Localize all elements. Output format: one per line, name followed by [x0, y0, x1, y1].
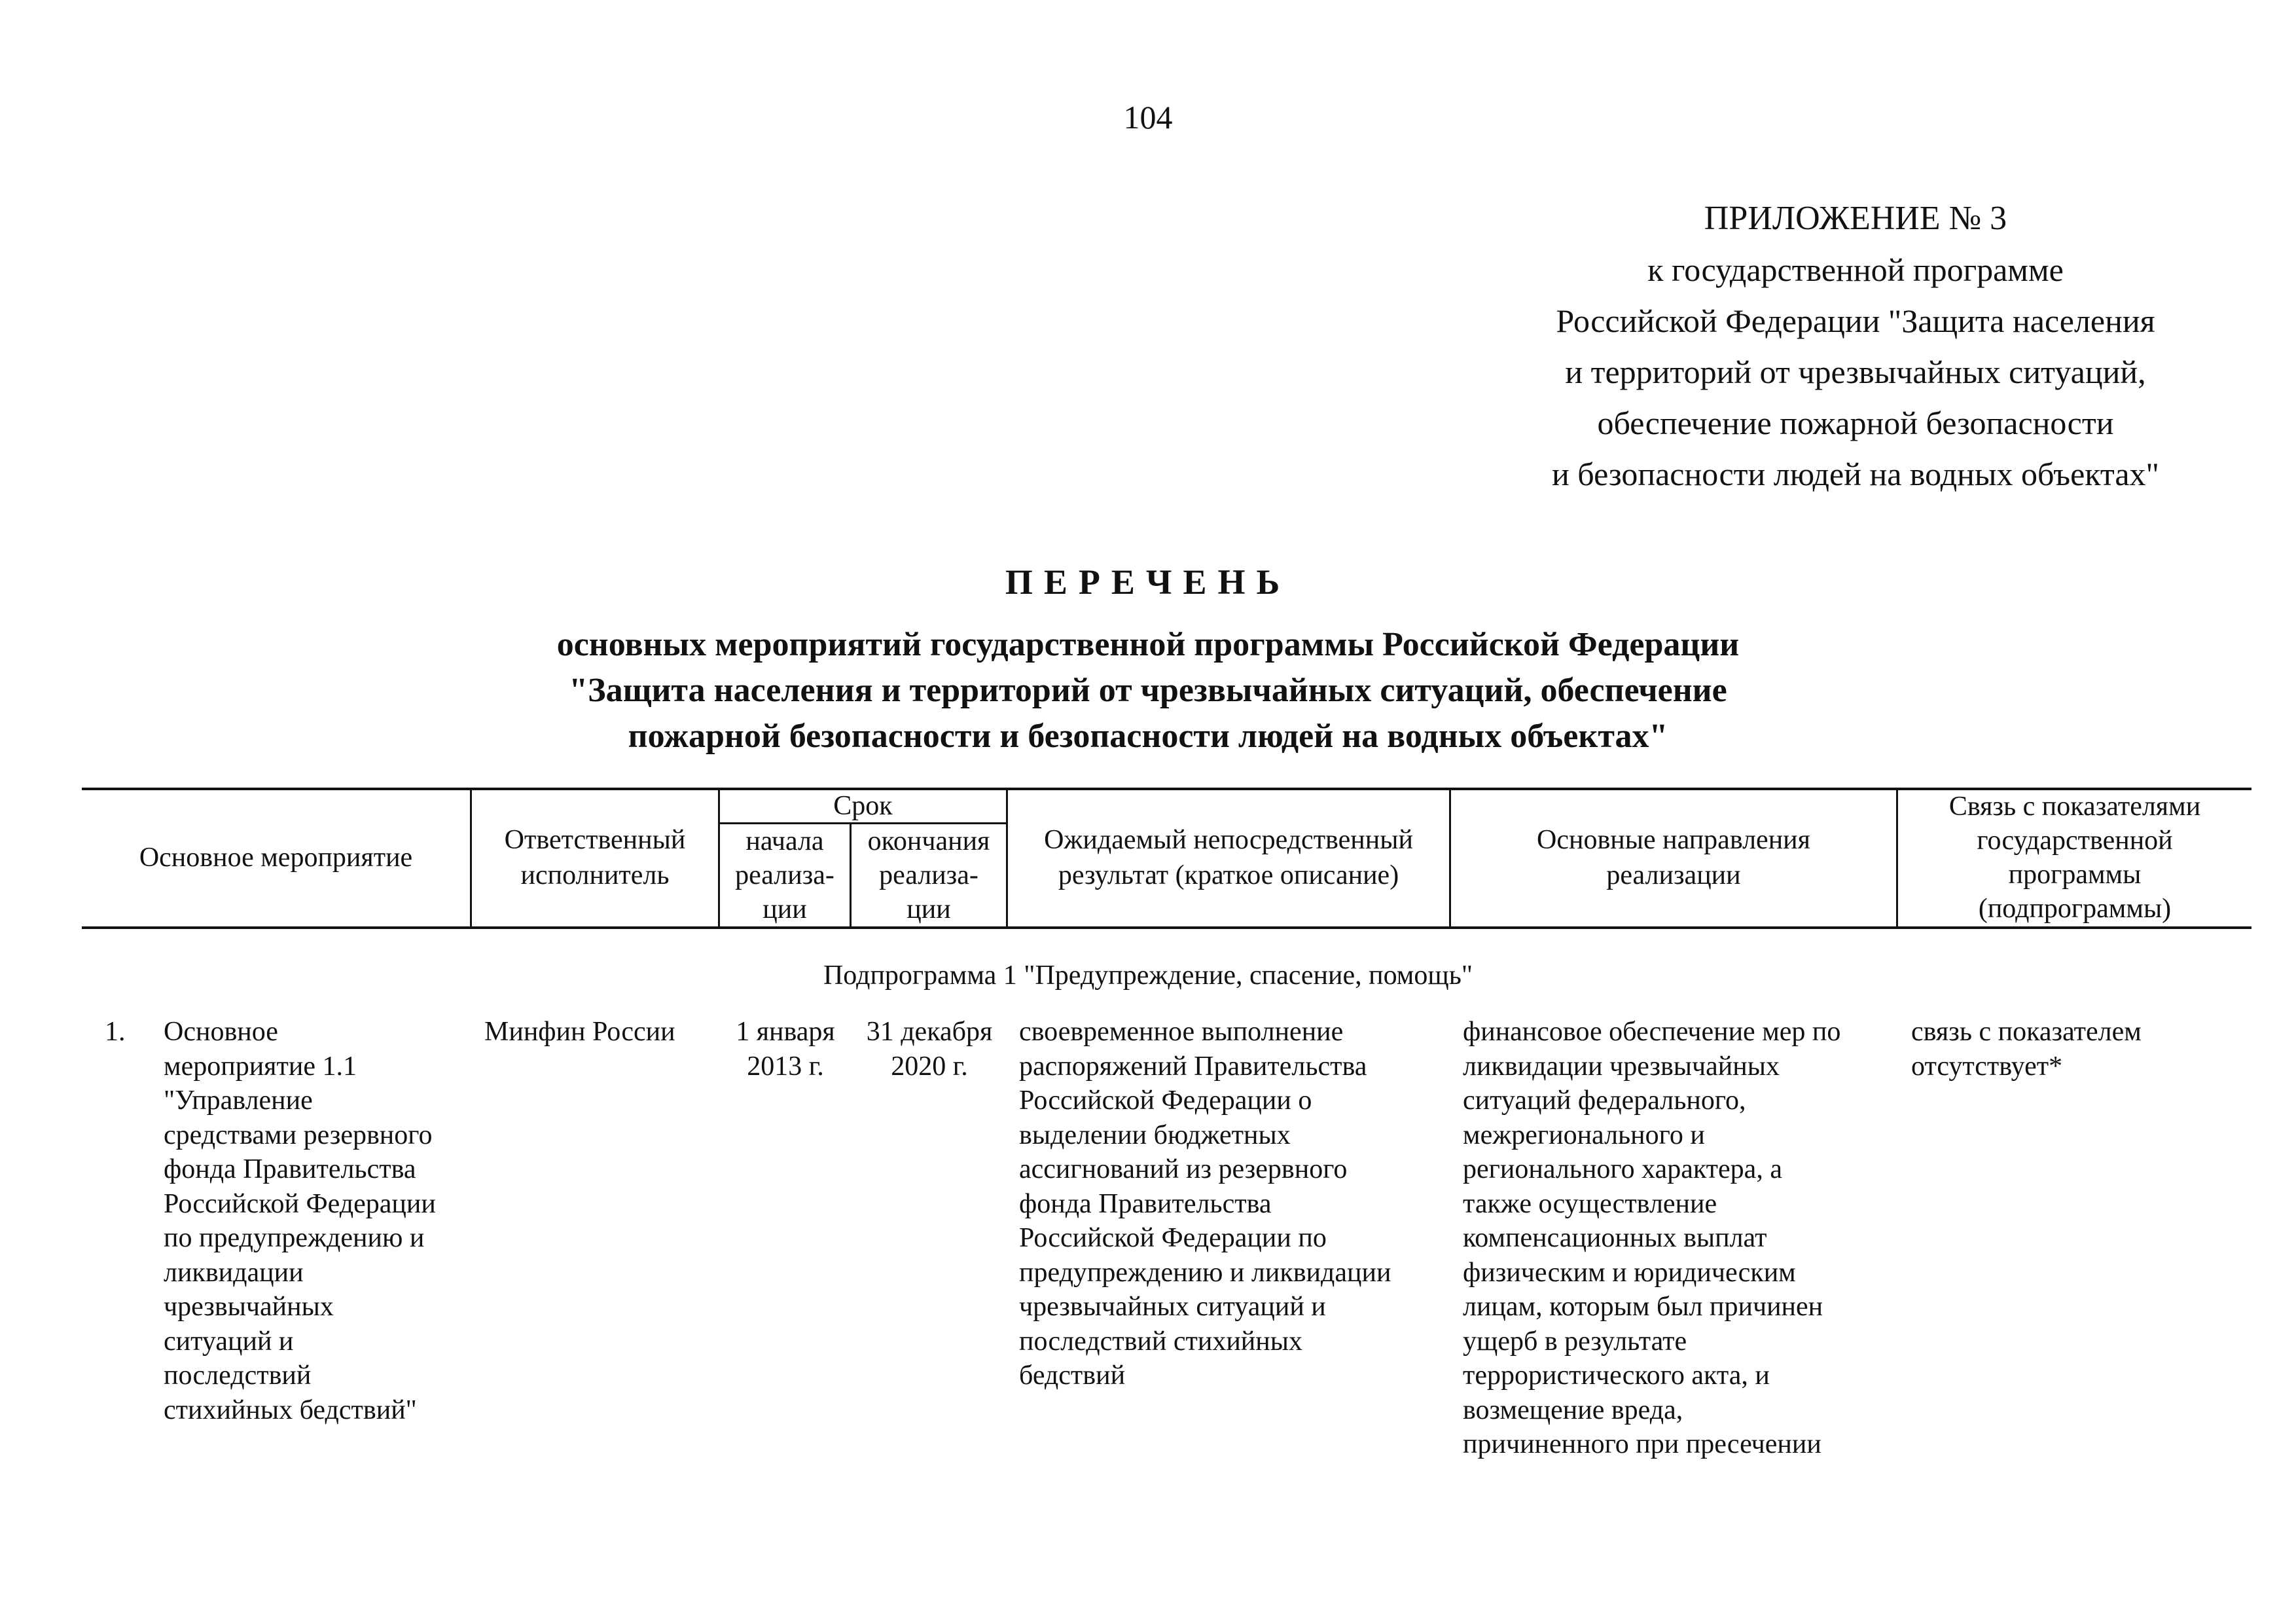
header-directions-line: Основные направления	[1537, 825, 1810, 855]
appendix-line: Российской Федерации "Защита населения	[1556, 302, 2155, 339]
header-indicators-line: программы	[2008, 860, 2142, 890]
appendix-line: к государственной программе	[1647, 251, 2064, 288]
event-line: ситуаций и	[164, 1326, 294, 1357]
header-responsible	[472, 789, 718, 926]
event-line: мероприятие 1.1	[164, 1051, 357, 1082]
header-end-line: ции	[906, 894, 951, 924]
event-line: ликвидации	[164, 1257, 304, 1288]
result-line: фонда Правительства	[1019, 1188, 1272, 1219]
event-line: по предупреждению и	[164, 1223, 425, 1253]
event-line: чрезвычайных	[164, 1292, 334, 1322]
responsible-label: Минфин России	[484, 1017, 675, 1047]
header-term-label: Срок	[833, 791, 893, 821]
row-number	[105, 1015, 126, 1049]
header-responsible-line: исполнитель	[520, 860, 670, 890]
appendix-title: ПРИЛОЖЕНИЕ № 3	[1704, 200, 2007, 237]
subtitle-line: пожарной безопасности и безопасности людей на водных объектах"	[628, 718, 1668, 755]
header-directions	[1451, 789, 1896, 926]
result-line: выделении бюджетных	[1019, 1120, 1291, 1150]
header-end	[852, 824, 1006, 926]
result-line: чрезвычайных ситуаций и	[1019, 1292, 1326, 1322]
header-start	[720, 824, 850, 926]
appendix-block	[1486, 193, 2225, 500]
directions-line: межрегионального и	[1463, 1120, 1705, 1150]
directions-line: террористического акта, и	[1463, 1360, 1770, 1391]
event-line: фонда Правительства	[164, 1154, 416, 1184]
end-date-line: 31 декабря	[866, 1017, 993, 1047]
start-date-line: 2013 г.	[747, 1051, 824, 1082]
row-number-label: 1.	[105, 1017, 126, 1047]
header-expected-result	[1008, 789, 1449, 926]
result-line: ассигнований из резервного	[1019, 1154, 1348, 1184]
result-line: последствий стихийных	[1019, 1326, 1302, 1357]
header-start-line: начала	[745, 826, 824, 856]
event-line: Основное	[164, 1017, 278, 1047]
row-end-date	[851, 1015, 1008, 1084]
subprogram-title: Подпрограмма 1 "Предупреждение, спасение, помощь"	[823, 960, 1473, 991]
header-indicators-line: (подпрограммы)	[1978, 894, 2172, 924]
row-event	[164, 1015, 436, 1427]
header-main-event-label: Основное мероприятие	[139, 843, 413, 873]
directions-line: причиненного при пресечении	[1463, 1429, 1821, 1459]
result-line: предупреждению и ликвидации	[1019, 1257, 1391, 1288]
event-line: средствами резервного	[164, 1120, 433, 1150]
header-expected-result-line: результат (краткое описание)	[1058, 860, 1399, 890]
row-responsible	[484, 1015, 675, 1049]
document-title: ПЕРЕЧЕНЬ	[1005, 562, 1291, 602]
event-line: Российской Федерации	[164, 1188, 436, 1219]
table-header-bottom-rule	[82, 926, 2251, 929]
header-end-line: окончания	[867, 826, 990, 856]
row-indicators	[1911, 1015, 2142, 1084]
header-main-event	[82, 789, 470, 926]
directions-line: ликвидации чрезвычайных	[1463, 1051, 1780, 1082]
row-expected-result	[1019, 1015, 1391, 1393]
directions-line: регионального характера, а	[1463, 1154, 1782, 1184]
header-start-line: ции	[762, 894, 807, 924]
result-line: Российской Федерации о	[1019, 1085, 1312, 1116]
directions-line: ущерб в результате	[1463, 1326, 1687, 1357]
directions-line: также осуществление	[1463, 1188, 1717, 1219]
end-date-line: 2020 г.	[891, 1051, 968, 1082]
indicators-line: отсутствует*	[1911, 1051, 2063, 1082]
directions-line: физическим и юридическим	[1463, 1257, 1796, 1288]
directions-line: лицам, которым был причинен	[1463, 1292, 1823, 1322]
result-line: бедствий	[1019, 1360, 1126, 1391]
directions-line: финансовое обеспечение мер по	[1463, 1017, 1841, 1047]
subtitle-line: "Защита населения и территорий от чрезвычайных ситуаций, обеспечение	[569, 672, 1727, 709]
appendix-line: и безопасности людей на водных объектах"	[1552, 456, 2159, 492]
header-indicators-line: государственной	[1977, 826, 2173, 856]
indicators-line: связь с показателем	[1911, 1017, 2142, 1047]
directions-line: компенсационных выплат	[1463, 1223, 1767, 1253]
header-indicators-line: Связь с показателями	[1948, 792, 2201, 822]
header-term	[720, 789, 1006, 823]
header-directions-line: реализации	[1606, 860, 1741, 890]
row-directions	[1463, 1015, 1840, 1462]
directions-line: ситуаций федерального,	[1463, 1085, 1746, 1116]
result-line: Российской Федерации по	[1019, 1223, 1327, 1253]
start-date-line: 1 января	[736, 1017, 835, 1047]
header-indicators	[1898, 789, 2251, 926]
directions-line: возмещение вреда,	[1463, 1395, 1683, 1425]
result-line: своевременное выполнение	[1019, 1017, 1344, 1047]
header-responsible-line: Ответственный	[504, 825, 686, 855]
event-line: последствий	[164, 1360, 312, 1391]
page-number: 104	[1123, 99, 1173, 136]
event-line: стихийных бедствий"	[164, 1395, 417, 1425]
event-line: "Управление	[164, 1085, 313, 1116]
appendix-line: и территорий от чрезвычайных ситуаций,	[1565, 354, 2146, 390]
document-subtitle	[0, 622, 2296, 759]
row-start-date	[720, 1015, 851, 1084]
header-end-line: реализа-	[879, 860, 978, 890]
appendix-line: обеспечение пожарной безопасности	[1597, 405, 2114, 441]
header-start-line: реализа-	[735, 860, 834, 890]
result-line: распоряжений Правительства	[1019, 1051, 1367, 1082]
subtitle-line: основных мероприятий государственной программы Российской Федерации	[556, 626, 1740, 663]
header-expected-result-line: Ожидаемый непосредственный	[1044, 825, 1413, 855]
